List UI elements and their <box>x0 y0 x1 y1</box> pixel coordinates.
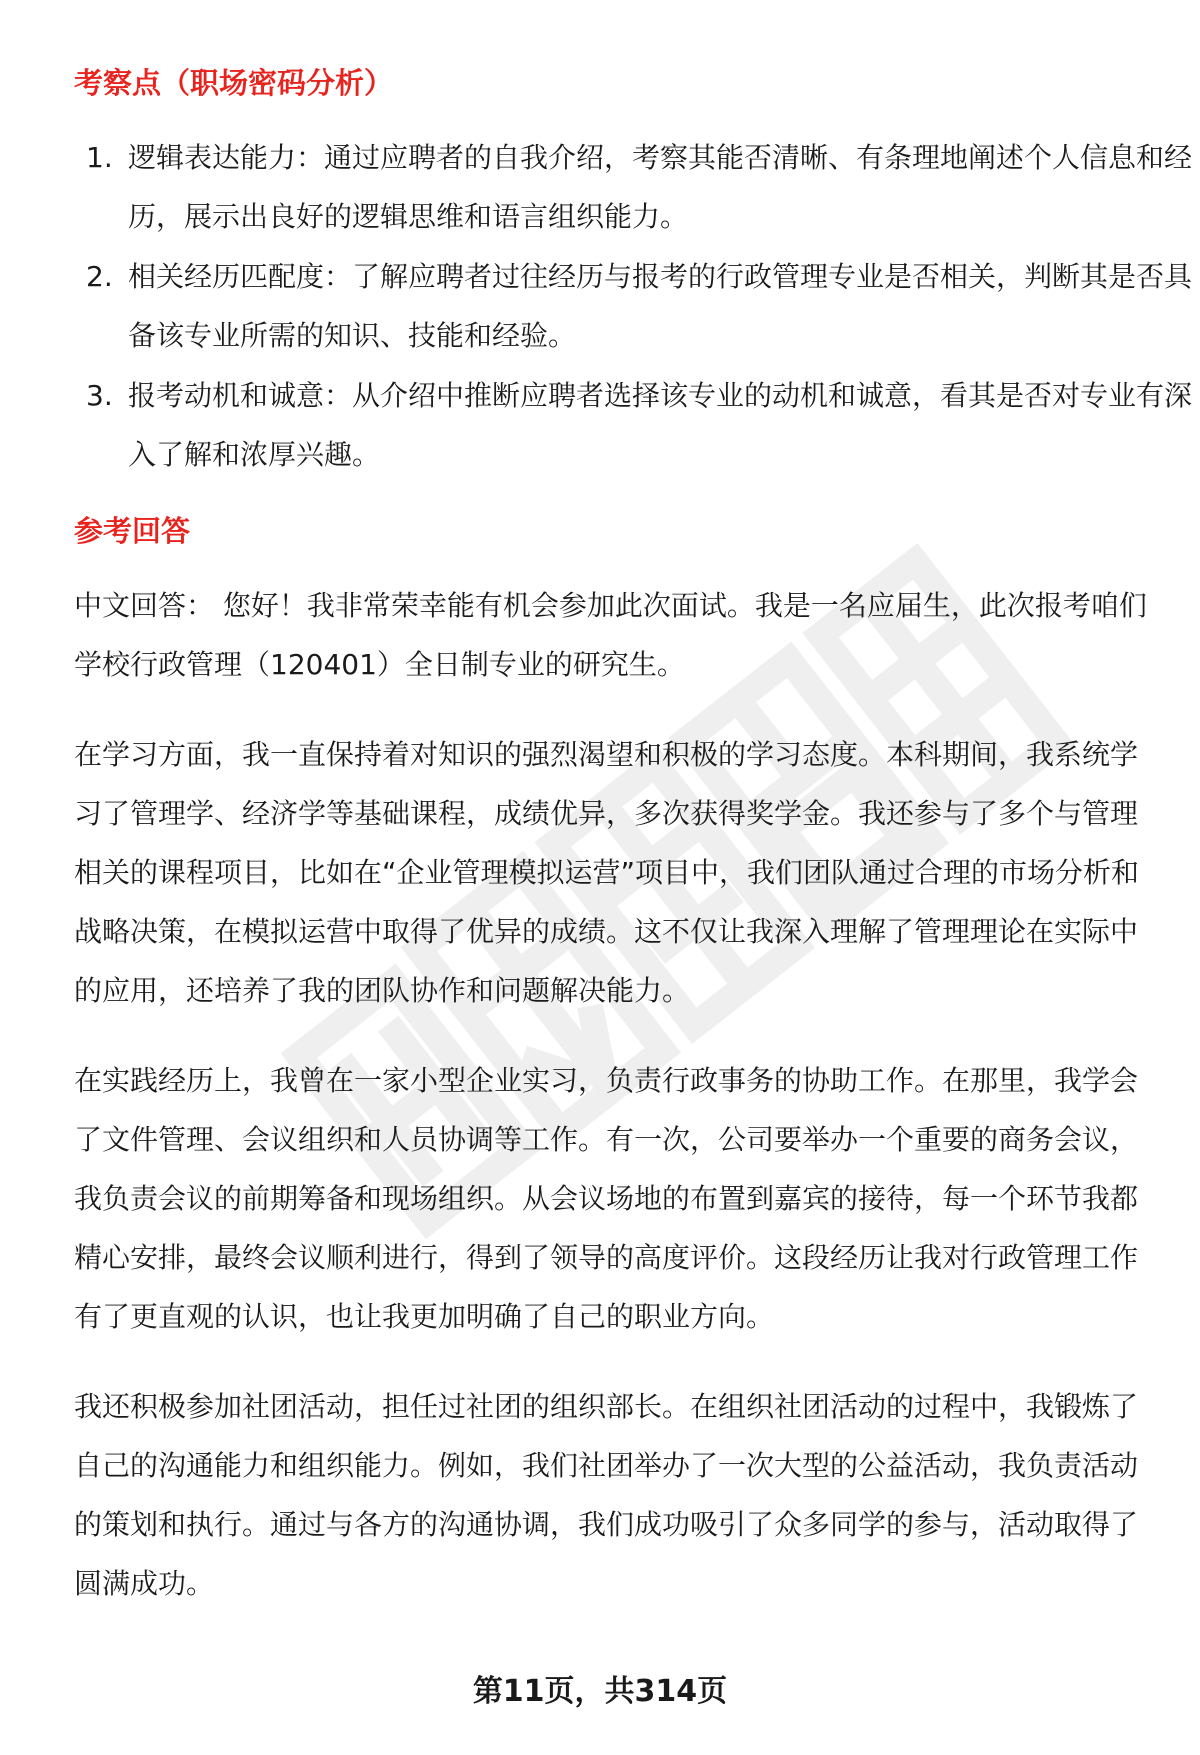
exam-point-item <box>74 247 1200 365</box>
exam-point-item <box>74 128 1200 246</box>
list-number: 3. <box>86 379 113 412</box>
list-number: 1. <box>86 141 113 174</box>
answer-paragraph: 在实践经历上，我曾在一家小型企业实习，负责行政事务的协助工作。在那里，我学会了文件管理、会议组织和人员协调等工作。有一次，公司要举办一个重要的商务会议，我负责会议的前期筹备和现场组织。从会议场地的布置到嘉宾的接待，每一个环节我都精心安排，最终会议顺利进行，得到了领导的高度评价。这段经历让我对行政管理工作有了更直观的认识，也让我更加明确了自己的职业方向。 <box>74 1064 1139 1333</box>
answer-paragraph: 我还积极参加社团活动，担任过社团的组织部长。在组织社团活动的过程中，我锻炼了自己的沟通能力和组织能力。例如，我们社团举办了一次大型的公益活动，我负责活动的策划和执行。通过与各方的沟通协调，我们成功吸引了众多同学的参与，活动取得了圆满成功。 <box>74 1390 1139 1600</box>
answer-paragraph: 中文回答： 您好！我非常荣幸能有机会参加此次面试。我是一名应届生，此次报考咱们学校行政管理（120401）全日制专业的研究生。 <box>74 589 1147 681</box>
page-number-footer: 第11页，共314页 <box>472 1674 728 1709</box>
exam-point-item <box>74 366 1200 484</box>
exam-point-text: 相关经历匹配度：了解应聘者过往经历与报考的行政管理专业是否相关，判断其是否具备该专业所需的知识、技能和经验。 <box>128 260 1193 352</box>
main-content <box>74 58 1193 1613</box>
list-number: 2. <box>86 260 113 293</box>
exam-point-text: 逻辑表达能力：通过应聘者的自我介绍，考察其能否清晰、有条理地阐述个人信息和经历，展示出良好的逻辑思维和语言组织能力。 <box>128 141 1193 233</box>
exam-points-list <box>74 128 1193 484</box>
exam-points-heading: 考察点（职场密码分析） <box>74 66 394 100</box>
reference-answer-heading: 参考回答 <box>74 514 191 548</box>
answer-paragraph: 在学习方面，我一直保持着对知识的强烈渴望和积极的学习态度。本科期间，我系统学习了管理学、经济学等基础课程，成绩优异，多次获得奖学金。我还参与了多个与管理相关的课程项目，比如在“企业管理模拟运营”项目中，我们团队通过合理的市场分析和战略决策，在模拟运营中取得了优异的成绩。这不仅让我深入理解了管理理论在实际中的应用，还培养了我的团队协作和问题解决能力。 <box>74 738 1140 1007</box>
exam-point-text: 报考动机和诚意：从介绍中推断应聘者选择该专业的动机和诚意，看其是否对专业有深入了解和浓厚兴趣。 <box>128 379 1193 471</box>
